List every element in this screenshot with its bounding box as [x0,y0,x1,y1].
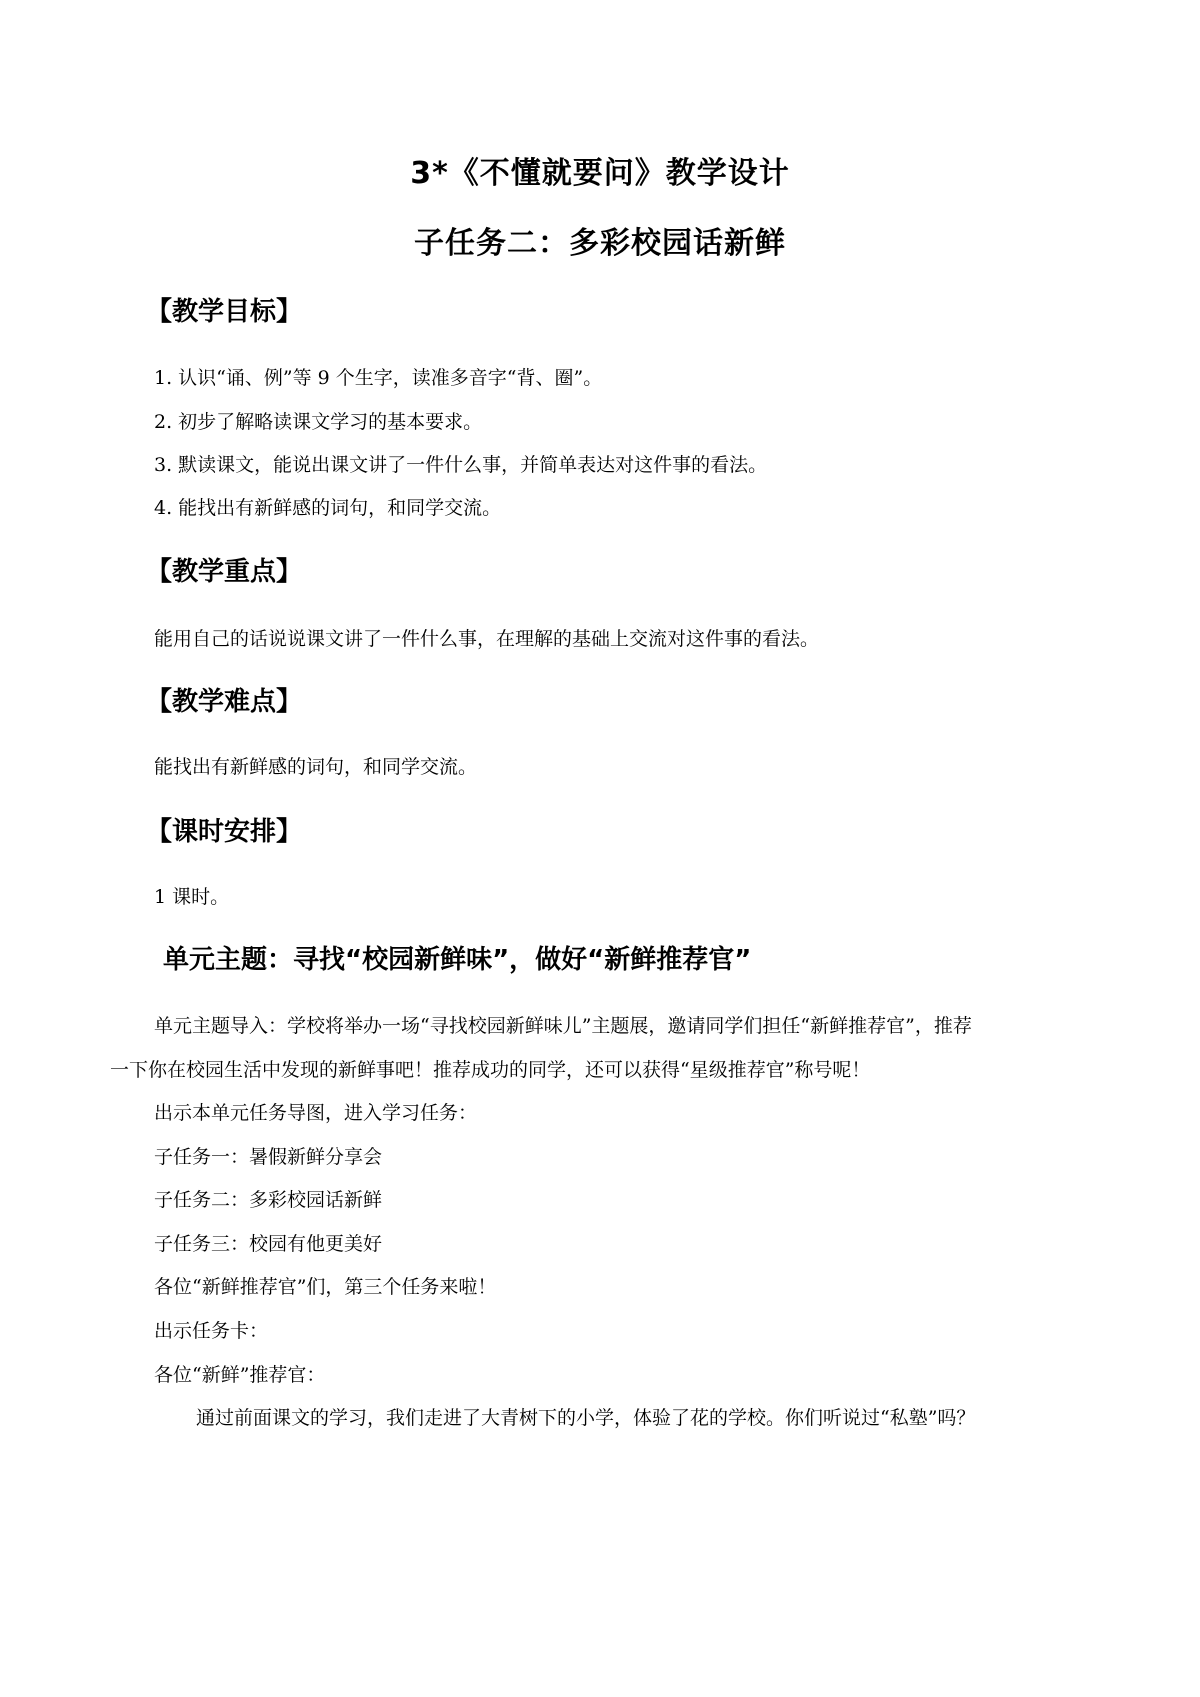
objectives-heading: 【教学目标】 [146,297,303,327]
objective-item: 1. 认识“诵、例”等 9 个生字，读准多音字“背、圈”。 [154,367,603,389]
task-call: 各位“新鲜推荐官”们，第三个任务来啦！ [154,1276,497,1298]
task-card-body: 通过前面课文的学习，我们走进了大青树下的小学，体验了花的学校。你们听说过“私塾”吗？ [196,1407,976,1429]
task-item: 子任务一：暑假新鲜分享会 [154,1146,383,1168]
unit-intro-line: 单元主题导入：学校将举办一场“寻找校园新鲜味儿”主题展，邀请同学们担任“新鲜推荐官”，推荐 [154,1015,972,1037]
schedule-text: 1 课时。 [154,886,230,908]
difficulties-text: 能找出有新鲜感的词句，和同学交流。 [154,756,478,778]
objective-item: 2. 初步了解略读课文学习的基本要求。 [154,411,483,433]
unit-intro-line: 一下你在校园生活中发现的新鲜事吧！推荐成功的同学，还可以获得“星级推荐官”称号呢！ [110,1059,871,1081]
task-card-intro: 出示任务卡： [154,1320,269,1342]
task-item: 子任务二：多彩校园话新鲜 [154,1189,383,1211]
document-subtitle: 子任务二：多彩校园话新鲜 [414,226,786,261]
key-points-text: 能用自己的话说说课文讲了一件什么事，在理解的基础上交流对这件事的看法。 [154,628,820,650]
task-map-intro: 出示本单元任务导图，进入学习任务： [154,1102,478,1124]
objective-item: 4. 能找出有新鲜感的词句，和同学交流。 [154,497,502,519]
difficulties-heading: 【教学难点】 [146,687,303,717]
objective-item: 3. 默读课文，能说出课文讲了一件什么事，并简单表达对这件事的看法。 [154,454,768,476]
schedule-heading: 【课时安排】 [146,817,303,847]
task-item: 子任务三：校园有他更美好 [154,1233,383,1255]
document-title: 3*《不懂就要问》教学设计 [410,156,790,191]
unit-theme-heading: 单元主题：寻找“校园新鲜味”，做好“新鲜推荐官” [163,945,752,975]
key-points-heading: 【教学重点】 [146,557,303,587]
task-card-greeting: 各位“新鲜”推荐官： [154,1364,326,1386]
